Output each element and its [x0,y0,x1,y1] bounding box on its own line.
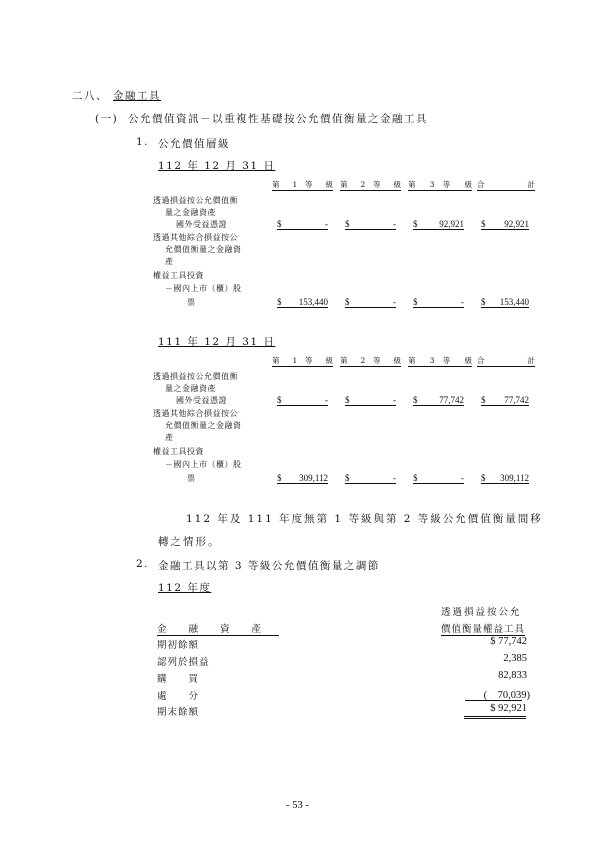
value-cell: $ - [413,473,464,483]
row-label: 允價值衡量之金融資 [165,421,242,430]
section-number: 二八、 [72,90,108,102]
recon-row-value: $ 77,742 [490,636,527,647]
col-header-level2: 第 2 等 級 [340,180,401,189]
row-label: 產 [165,433,174,442]
item1-number: 1. [136,136,150,148]
total-double-rule [464,716,526,719]
item2-number: 2. [136,558,150,570]
recon-year: 112 年度 [158,582,212,594]
page-number: - 53 - [286,800,309,811]
value-cell: $ - [277,219,328,229]
recon-row-value: ( 70,039) [483,690,530,701]
row-label: 產 [165,257,174,266]
value-cell: $ 92,921 [481,219,529,229]
row-label: 票 [187,298,196,307]
row-label: 透過其他綜合損益按公 [153,233,238,242]
subsection-label: (一) [95,113,119,125]
table112-date: 112 年 12 月 31 日 [158,160,276,172]
row-label: －國內上市（櫃）股 [165,460,242,469]
recon-col-label: 金 融 資 產 [157,621,279,636]
row-label: －國內上市（櫃）股 [165,284,242,293]
col-header-level3: 第 3 等 級 [408,180,472,189]
value-cell: $ 153,440 [481,297,529,307]
recon-row-value: 82,833 [498,670,527,681]
recon-header-line1: 透過損益按公允 [441,607,522,618]
subtotal-rule [465,700,522,701]
recon-row-value: $ 92,921 [490,703,527,714]
col-header-total: 合 計 [477,356,535,365]
value-cell: $ - [345,395,396,405]
section-title: 金融工具 [113,90,161,102]
col-header-level2: 第 2 等 級 [340,356,401,365]
col-header-level3: 第 3 等 級 [408,356,472,365]
col-header-level1: 第 1 等 級 [272,356,333,365]
transfer-note-line2: 轉之情形。 [158,536,221,548]
item2-title: 金融工具以第 3 等級公允價值衡量之調節 [158,560,380,572]
item1-title: 公允價值層級 [158,138,230,150]
value-cell: $ - [345,219,396,229]
row-label: 國外受益憑證 [176,220,227,229]
row-label: 國外受益憑證 [176,396,227,405]
value-cell: $ 92,921 [413,219,464,229]
value-cell: $ 309,112 [277,473,328,483]
row-label: 權益工具投資 [153,447,204,456]
value-cell: $ 153,440 [277,297,328,307]
row-label: 透過損益按公允價值衡 [153,196,238,205]
col-header-level1: 第 1 等 級 [272,180,333,189]
value-cell: $ - [345,473,396,483]
recon-row-label: 購 買 [157,674,200,685]
row-label: 透過其他綜合損益按公 [153,409,238,418]
value-cell: $ - [413,297,464,307]
value-cell: $ - [277,395,328,405]
row-label: 票 [187,474,196,483]
recon-row-label: 認列於損益 [157,657,210,668]
subsection-title: 公允價值資訊－以重複性基礎按公允價值衡量之金融工具 [128,113,428,125]
value-cell: $ 309,112 [481,473,529,483]
value-cell: $ - [345,297,396,307]
row-label: 量之金融資產 [165,384,216,393]
transfer-note-line1: 112 年及 111 年度無第 1 等級與第 2 等級公允價值衡量間移 [186,513,543,525]
recon-row-label: 期初餘額 [157,640,200,651]
row-label: 允價值衡量之金融資 [165,245,242,254]
recon-row-label: 處 分 [157,691,200,702]
row-label: 量之金融資產 [165,208,216,217]
row-label: 權益工具投資 [153,271,204,280]
recon-row-label: 期末餘額 [157,707,200,718]
table111-date: 111 年 12 月 31 日 [158,336,276,348]
value-cell: $ 77,742 [413,395,464,405]
recon-row-value: 2,385 [503,653,527,664]
recon-header-line2: 價值衡量權益工具 [441,621,525,636]
value-cell: $ 77,742 [481,395,529,405]
row-label: 透過損益按公允價值衡 [153,372,238,381]
col-header-total: 合 計 [477,180,535,189]
